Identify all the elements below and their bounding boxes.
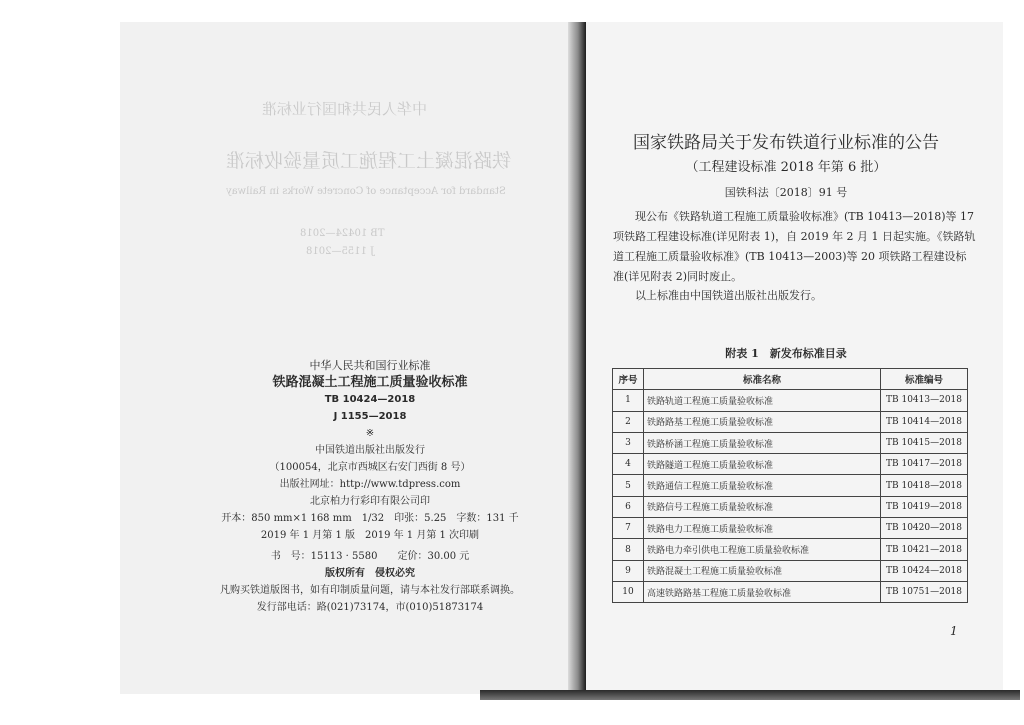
table-row: [613, 496, 968, 517]
announcement-paragraph: 现公布《铁路轨道工程施工质量验收标准》(TB 10413—2018)等 17 项铁路工程建设标准(详见附表 1)，自 2019 年 2 月 1 日起实施。《铁路轨道工程施工质量验收标准》(TB 10413—2003)等 20 项铁路工程建设标准(详见附表 2)同时废止。: [613, 210, 976, 283]
page-edge-shadow: [480, 690, 1020, 700]
row-no: 5: [613, 475, 644, 496]
row-code: TB 10419—2018: [881, 496, 968, 517]
imprint-phone: 发行部电话：路(021)73174，市(010)51873174: [256, 602, 484, 613]
row-code: TB 10420—2018: [881, 518, 968, 539]
publisher-note: 以上标准由中国铁道出版社出版发行。: [635, 289, 822, 302]
table-header-row: [613, 369, 968, 390]
announcement-title: 国家铁路局关于发布铁道行业标准的公告: [633, 133, 939, 153]
row-no: 2: [613, 411, 644, 432]
row-no: 4: [613, 454, 644, 475]
row-code: TB 10415—2018: [881, 432, 968, 453]
imprint-isbn-price: 书 号：15113 · 5580 定价：30.00 元: [270, 551, 470, 562]
page-number: 1: [950, 624, 958, 638]
table-row: [613, 560, 968, 581]
row-name: 高速铁路路基工程施工质量验收标准: [644, 581, 881, 602]
row-no: 10: [613, 581, 644, 602]
table-row: [613, 411, 968, 432]
document-number: 国铁科法〔2018〕91 号: [724, 186, 848, 199]
imprint-website: 出版社网址：http://www.tdpress.com: [279, 479, 461, 490]
header-code: 标准编号: [881, 369, 968, 390]
imprint-publisher: 中国铁道出版社出版发行: [315, 445, 425, 456]
row-code: TB 10421—2018: [881, 539, 968, 560]
row-code: TB 10417—2018: [881, 454, 968, 475]
imprint-standard-name: 铁路混凝土工程施工质量验收标准: [272, 375, 468, 390]
imprint-separator: ※: [365, 428, 375, 439]
row-name: 铁路路基工程施工质量验收标准: [644, 411, 881, 432]
row-name: 铁路轨道工程施工质量验收标准: [644, 390, 881, 411]
row-name: 铁路桥涵工程施工质量验收标准: [644, 432, 881, 453]
row-no: 3: [613, 432, 644, 453]
ghost-text-category: 中华人民共和国行业标准: [262, 100, 428, 118]
standards-table: [612, 368, 968, 603]
imprint-code-tb: TB 10424—2018: [324, 394, 416, 405]
row-name: 铁路隧道工程施工质量验收标准: [644, 454, 881, 475]
table-row: [613, 432, 968, 453]
imprint-address: （100054，北京市西城区右安门西街 8 号）: [269, 462, 471, 473]
row-code: TB 10414—2018: [881, 411, 968, 432]
table-row: [613, 475, 968, 496]
book-spine: [568, 22, 586, 694]
row-name: 铁路电力牵引供电工程施工质量验收标准: [644, 539, 881, 560]
imprint-rights: 版权所有 侵权必究: [325, 568, 415, 579]
table-row: [613, 581, 968, 602]
ghost-text-english: Standard for Acceptance of Concrete Works in Railway: [226, 186, 506, 197]
imprint-notice: 凡购买铁道版图书，如有印制质量问题，请与本社发行部联系调换。: [220, 585, 520, 596]
row-no: 6: [613, 496, 644, 517]
table-row: [613, 390, 968, 411]
table-row: [613, 518, 968, 539]
row-code: TB 10751—2018: [881, 581, 968, 602]
row-no: 8: [613, 539, 644, 560]
row-name: 铁路通信工程施工质量验收标准: [644, 475, 881, 496]
row-no: 9: [613, 560, 644, 581]
header-name: 标准名称: [644, 369, 881, 390]
row-no: 7: [613, 518, 644, 539]
announcement-subtitle: （工程建设标准 2018 年第 6 批）: [685, 160, 887, 175]
ghost-text-title: 铁路混凝土工程施工质量验收标准: [226, 150, 512, 172]
imprint-category: 中华人民共和国行业标准: [309, 359, 431, 372]
row-no: 1: [613, 390, 644, 411]
row-name: 铁路混凝土工程施工质量验收标准: [644, 560, 881, 581]
imprint-code-j: J 1155—2018: [333, 411, 407, 422]
table-row: [613, 454, 968, 475]
ghost-text-code-j: J 1155—2018: [306, 246, 375, 257]
table-row: [613, 539, 968, 560]
row-name: 铁路电力工程施工质量验收标准: [644, 518, 881, 539]
header-no: 序号: [613, 369, 644, 390]
row-code: TB 10418—2018: [881, 475, 968, 496]
row-code: TB 10424—2018: [881, 560, 968, 581]
imprint-specs: 开本：850 mm×1 168 mm 1/32 印张：5.25 字数：131 千: [221, 513, 519, 524]
copyright-imprint: [220, 357, 520, 616]
imprint-edition: 2019 年 1 月第 1 版 2019 年 1 月第 1 次印刷: [260, 530, 480, 541]
ghost-text-code-tb: TB 10424—2018: [300, 228, 385, 239]
imprint-printer: 北京柏力行彩印有限公司印: [310, 496, 430, 507]
row-code: TB 10413—2018: [881, 390, 968, 411]
row-name: 铁路信号工程施工质量验收标准: [644, 496, 881, 517]
table-caption: 附表 1 新发布标准目录: [725, 347, 847, 360]
